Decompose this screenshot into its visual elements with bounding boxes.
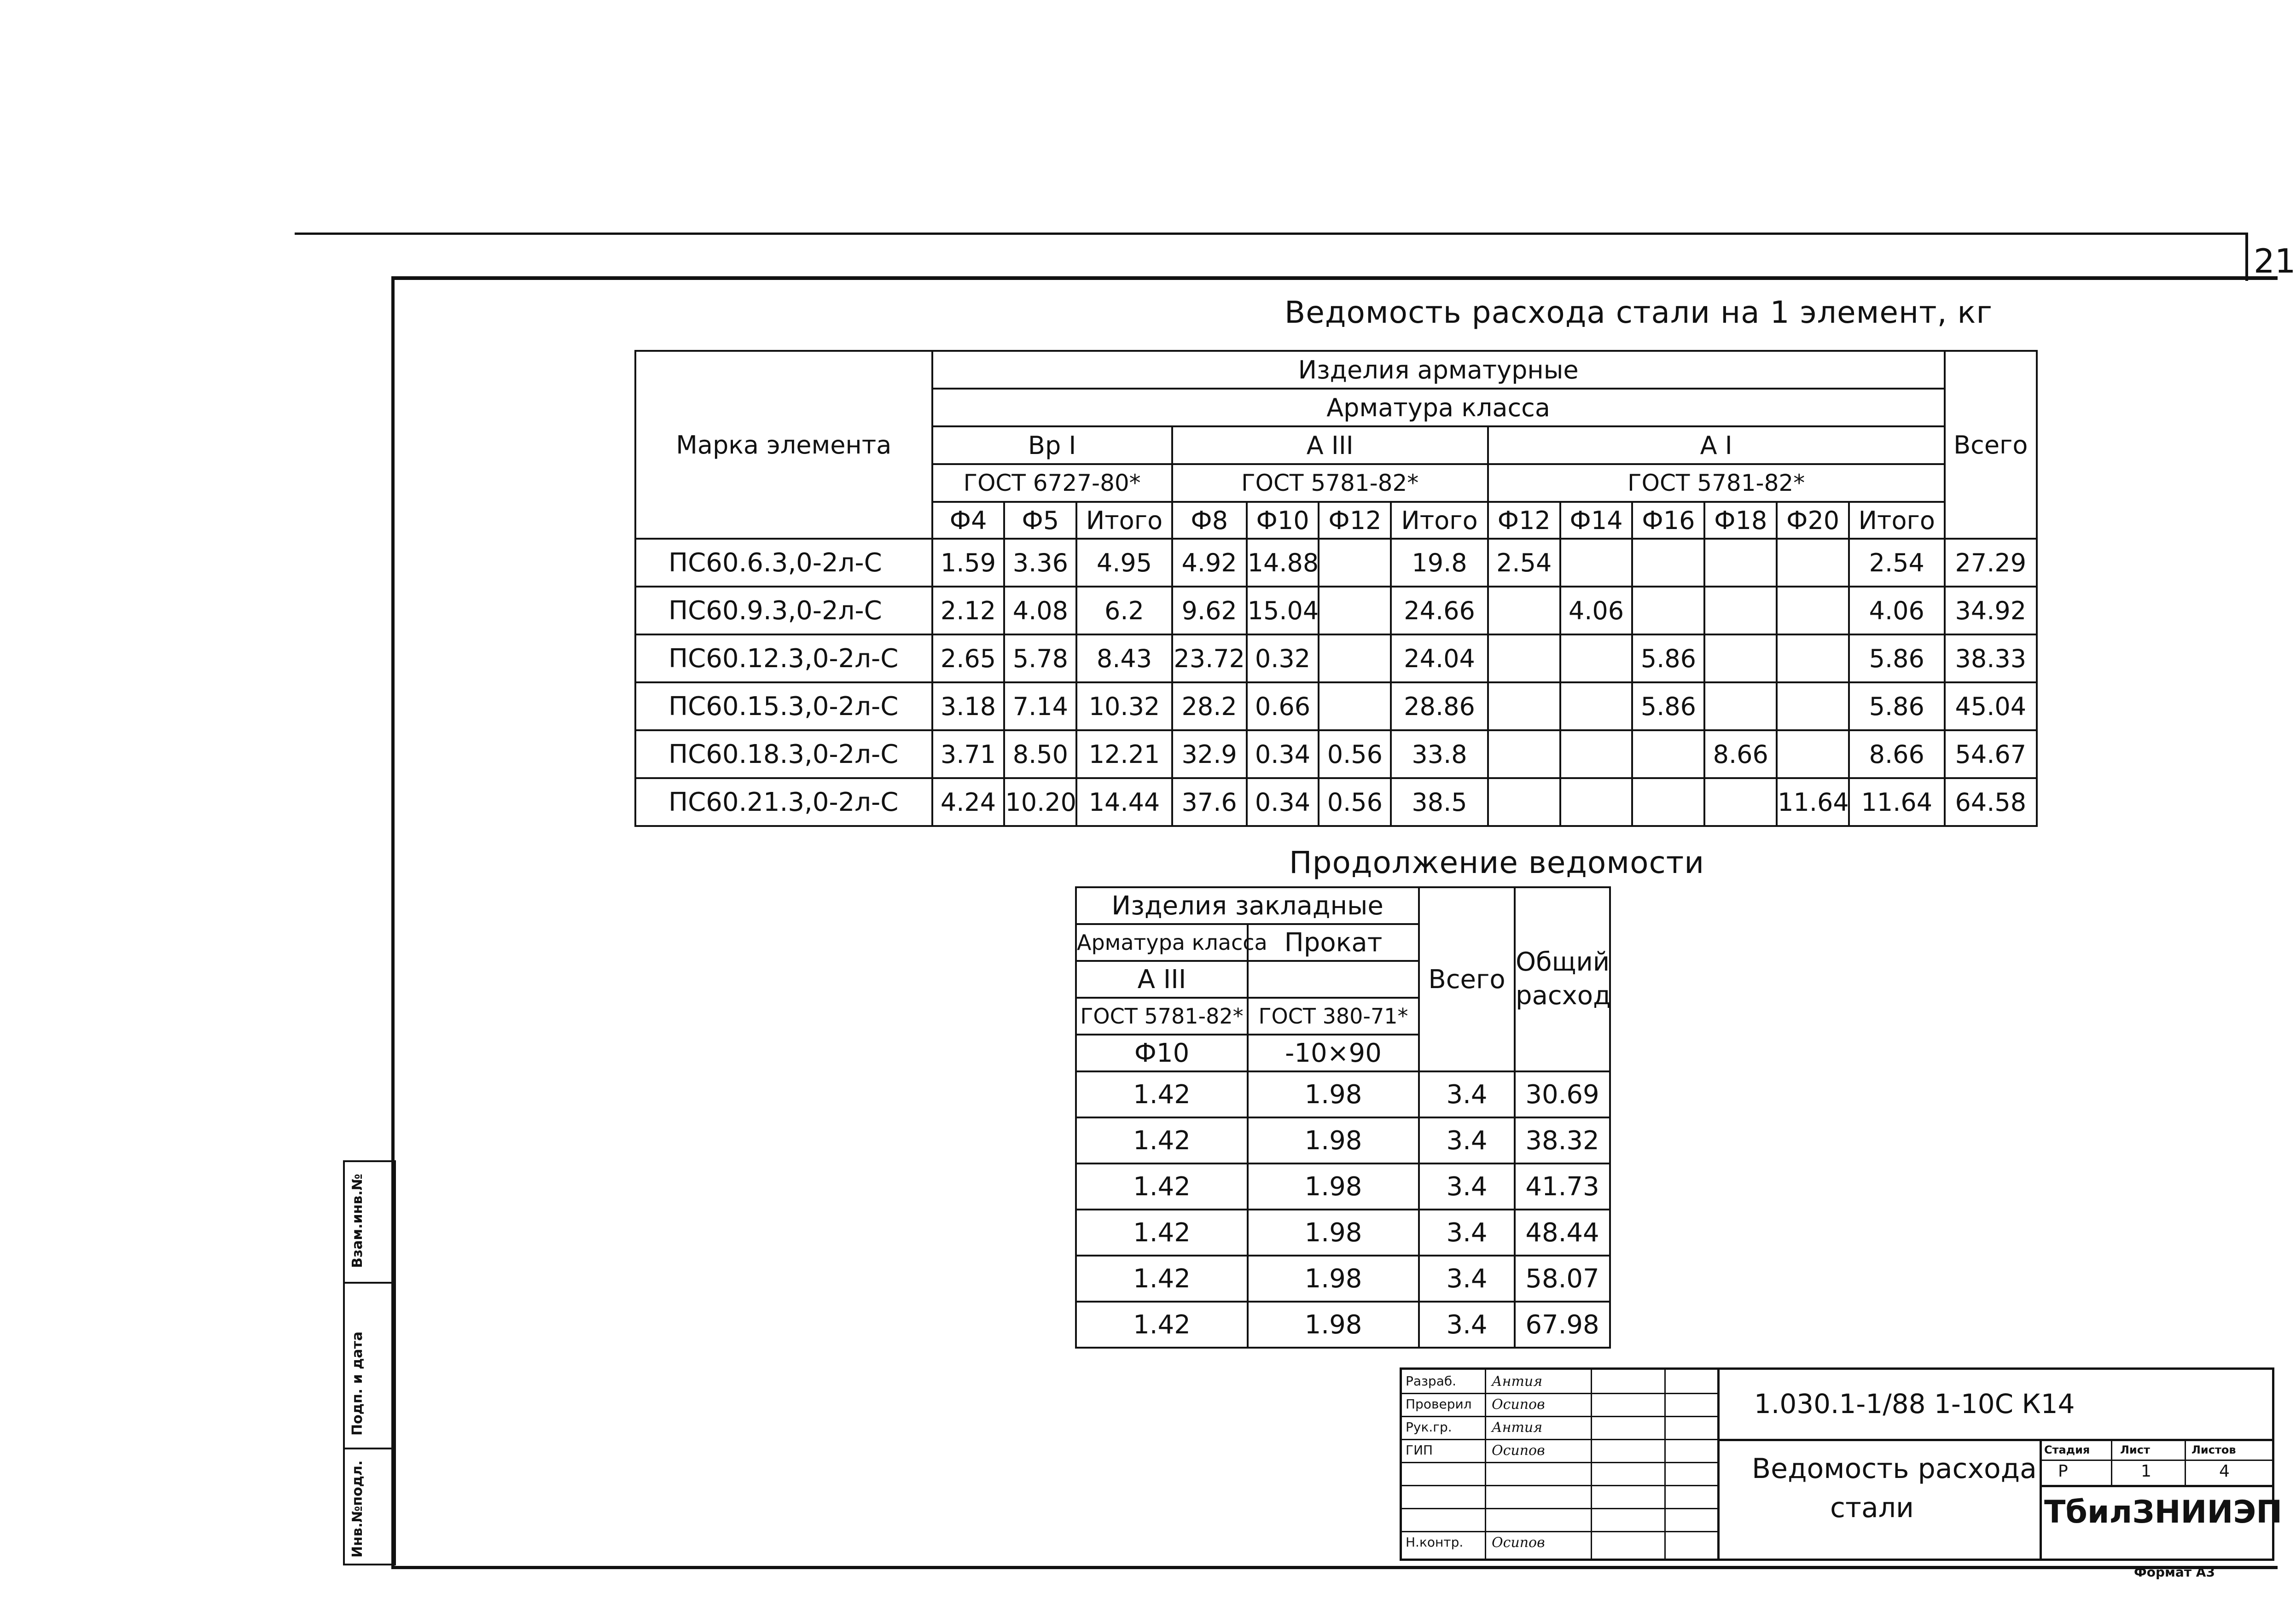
sheets-value: 4	[2219, 1462, 2230, 1481]
embedded-products-header: Изделия закладные	[1076, 887, 1419, 924]
embedded-profile: -10×90	[1248, 1035, 1419, 1071]
role-row-line	[1402, 1393, 1717, 1394]
value-cell	[1488, 587, 1560, 634]
table-row	[1076, 1071, 1610, 1117]
value-cell: 1.98	[1248, 1302, 1419, 1348]
role-col-line	[1591, 1370, 1592, 1559]
value-cell: 1.59	[932, 539, 1005, 587]
value-cell: 3.18	[932, 682, 1005, 730]
value-cell	[1777, 730, 1849, 778]
side-label-inventory: Инв.№подл.	[349, 1460, 366, 1558]
value-cell: 6.2	[1076, 587, 1172, 634]
table-row	[1076, 1210, 1610, 1256]
role-label: Н.контр.	[1406, 1535, 1464, 1550]
role-row-line	[1402, 1462, 1717, 1463]
value-cell: 38.5	[1391, 778, 1488, 826]
value-cell: 5.86	[1849, 682, 1945, 730]
group-gost-a1: ГОСТ 5781-82*	[1488, 464, 1945, 502]
role-name: Осипов	[1492, 1443, 1545, 1459]
sheet-label: Лист	[2120, 1443, 2150, 1456]
role-name: Антия	[1492, 1419, 1543, 1436]
role-label: Разраб.	[1406, 1373, 1457, 1389]
row-total: 38.33	[1945, 634, 2037, 682]
role-col-line	[1485, 1370, 1486, 1559]
value-cell: 28.2	[1172, 682, 1247, 730]
table-row	[1076, 1117, 1610, 1163]
value-cell	[1319, 634, 1391, 682]
value-cell: 1.98	[1248, 1071, 1419, 1117]
value-cell: 28.86	[1391, 682, 1488, 730]
stage-value: Р	[2058, 1462, 2068, 1481]
value-cell: 14.44	[1076, 778, 1172, 826]
class-header: Арматура класса	[932, 389, 1945, 426]
value-cell: 2.65	[932, 634, 1005, 682]
value-cell: 3.4	[1419, 1071, 1515, 1117]
element-mark: ПС60.6.3,0-2л-С	[635, 539, 932, 587]
value-cell: 8.66	[1849, 730, 1945, 778]
group-class-a1: А I	[1488, 426, 1945, 464]
sheet-title-line2: стали	[1830, 1492, 1914, 1524]
side-label-replace: Взам.инв.№	[349, 1174, 366, 1268]
element-mark: ПС60.15.3,0-2л-С	[635, 682, 932, 730]
value-cell	[1488, 634, 1560, 682]
value-cell: 1.42	[1076, 1256, 1248, 1302]
value-cell: 8.50	[1004, 730, 1076, 778]
table-row	[1076, 1163, 1610, 1210]
side-cell-inventory	[345, 1448, 394, 1564]
embedded-total-header: Всего	[1419, 887, 1515, 1071]
value-cell: 24.66	[1391, 587, 1488, 634]
value-cell	[1704, 682, 1777, 730]
value-cell: 1.98	[1248, 1210, 1419, 1256]
table-row	[635, 778, 2037, 826]
role-name: Антия	[1492, 1373, 1543, 1390]
value-cell: 0.66	[1247, 682, 1319, 730]
element-mark: ПС60.12.3,0-2л-С	[635, 634, 932, 682]
steel-consumption-table	[634, 350, 2038, 827]
value-cell: 14.88	[1247, 539, 1319, 587]
format-label: Формат А3	[2134, 1565, 2215, 1580]
value-cell: 11.64	[1777, 778, 1849, 826]
value-cell: 19.8	[1391, 539, 1488, 587]
side-cell-sign	[345, 1282, 394, 1448]
total-header: Всего	[1945, 351, 2037, 539]
rolled-empty-cell	[1248, 961, 1419, 998]
continuation-title: Продолжение ведомости	[1289, 845, 1705, 880]
value-cell	[1704, 778, 1777, 826]
value-cell	[1704, 587, 1777, 634]
sub-header-cell: Итого	[1391, 502, 1488, 539]
role-row-line	[1402, 1439, 1717, 1440]
row-total: 64.58	[1945, 778, 2037, 826]
value-cell	[1777, 539, 1849, 587]
value-cell: 67.98	[1515, 1302, 1610, 1348]
value-cell: 0.56	[1319, 778, 1391, 826]
value-cell: 3.4	[1419, 1117, 1515, 1163]
value-cell	[1319, 587, 1391, 634]
value-cell: 4.95	[1076, 539, 1172, 587]
group-gost-vr1: ГОСТ 6727-80*	[932, 464, 1172, 502]
role-row-line	[1402, 1508, 1717, 1509]
sheets-label: Листов	[2191, 1443, 2236, 1456]
value-cell: 23.72	[1172, 634, 1247, 682]
value-cell: 3.4	[1419, 1163, 1515, 1210]
value-cell: 11.64	[1849, 778, 1945, 826]
value-cell: 4.08	[1004, 587, 1076, 634]
value-cell: 3.4	[1419, 1256, 1515, 1302]
embedded-gost-rolled: ГОСТ 380-71*	[1248, 998, 1419, 1035]
value-cell: 15.04	[1247, 587, 1319, 634]
value-cell	[1704, 539, 1777, 587]
value-cell: 3.4	[1419, 1210, 1515, 1256]
value-cell: 1.98	[1248, 1117, 1419, 1163]
sub-header-cell: Ф8	[1172, 502, 1247, 539]
role-col-line	[1664, 1370, 1666, 1559]
sub-header-cell: Ф12	[1319, 502, 1391, 539]
embedded-gost-rebar: ГОСТ 5781-82*	[1076, 998, 1248, 1035]
sheet-value: 1	[2141, 1462, 2151, 1481]
sub-header-cell: Итого	[1849, 502, 1945, 539]
element-mark: ПС60.21.3,0-2л-С	[635, 778, 932, 826]
value-cell: 10.20	[1004, 778, 1076, 826]
products-header: Изделия арматурные	[932, 351, 1945, 389]
value-cell: 1.42	[1076, 1163, 1248, 1210]
value-cell: 30.69	[1515, 1071, 1610, 1117]
role-row-line	[1402, 1416, 1717, 1417]
value-cell	[1560, 682, 1633, 730]
stage-label: Стадия	[2044, 1443, 2090, 1456]
table-row	[635, 730, 2037, 778]
value-cell	[1632, 587, 1704, 634]
value-cell: 1.42	[1076, 1210, 1248, 1256]
element-mark: ПС60.18.3,0-2л-С	[635, 730, 932, 778]
value-cell: 5.86	[1632, 634, 1704, 682]
role-name: Осипов	[1492, 1535, 1545, 1551]
value-cell: 4.92	[1172, 539, 1247, 587]
embedded-products-table	[1075, 886, 1611, 1349]
group-gost-a3: ГОСТ 5781-82*	[1172, 464, 1488, 502]
value-cell	[1488, 778, 1560, 826]
row-total: 54.67	[1945, 730, 2037, 778]
table-row	[1076, 1256, 1610, 1302]
value-cell	[1704, 634, 1777, 682]
value-cell: 1.42	[1076, 1117, 1248, 1163]
mark-header: Марка элемента	[635, 351, 932, 539]
role-label: Рук.гр.	[1406, 1419, 1452, 1435]
role-label: Проверил	[1406, 1396, 1472, 1412]
title-block	[1400, 1367, 2283, 1561]
sub-header-cell: Ф10	[1247, 502, 1319, 539]
embedded-diameter: Ф10	[1076, 1035, 1248, 1071]
element-mark: ПС60.9.3,0-2л-С	[635, 587, 932, 634]
value-cell: 2.54	[1488, 539, 1560, 587]
rolled-header: Прокат	[1248, 924, 1419, 961]
table-row	[635, 634, 2037, 682]
table-row	[635, 587, 2037, 634]
value-cell: 38.32	[1515, 1117, 1610, 1163]
value-cell: 37.6	[1172, 778, 1247, 826]
embedded-class-value: А III	[1076, 961, 1248, 998]
value-cell	[1777, 682, 1849, 730]
value-cell	[1632, 778, 1704, 826]
value-cell: 48.44	[1515, 1210, 1610, 1256]
value-cell	[1632, 730, 1704, 778]
value-cell: 8.43	[1076, 634, 1172, 682]
value-cell: 8.66	[1704, 730, 1777, 778]
value-cell: 0.34	[1247, 730, 1319, 778]
role-row-line	[1402, 1485, 1717, 1486]
value-cell: 5.86	[1632, 682, 1704, 730]
table-row	[1076, 1302, 1610, 1348]
overall-consumption-header: Общий расход	[1515, 887, 1610, 1071]
value-cell: 33.8	[1391, 730, 1488, 778]
sub-header-cell: Ф5	[1004, 502, 1076, 539]
value-cell	[1488, 730, 1560, 778]
organization: ТбилЗНИИЭП	[2044, 1494, 2283, 1530]
value-cell	[1777, 587, 1849, 634]
role-row-line	[1402, 1531, 1717, 1532]
value-cell	[1632, 539, 1704, 587]
value-cell: 10.32	[1076, 682, 1172, 730]
group-class-a3: А III	[1172, 426, 1488, 464]
value-cell: 3.36	[1004, 539, 1076, 587]
side-stamp	[343, 1160, 396, 1565]
sub-header-cell: Ф14	[1560, 502, 1633, 539]
value-cell: 1.42	[1076, 1302, 1248, 1348]
role-label: ГИП	[1406, 1443, 1433, 1458]
value-cell: 58.07	[1515, 1256, 1610, 1302]
value-cell: 24.04	[1391, 634, 1488, 682]
value-cell: 3.71	[932, 730, 1005, 778]
value-cell: 41.73	[1515, 1163, 1610, 1210]
doc-code: 1.030.1-1/88 1-10С К14	[1754, 1388, 2075, 1419]
value-cell	[1319, 539, 1391, 587]
row-total: 34.92	[1945, 587, 2037, 634]
value-cell	[1488, 682, 1560, 730]
roles-grid	[1402, 1370, 1717, 1559]
value-cell: 9.62	[1172, 587, 1247, 634]
value-cell: 1.98	[1248, 1256, 1419, 1302]
value-cell: 1.42	[1076, 1071, 1248, 1117]
value-cell	[1777, 634, 1849, 682]
value-cell: 2.54	[1849, 539, 1945, 587]
value-cell: 5.86	[1849, 634, 1945, 682]
table-row	[635, 539, 2037, 587]
sub-header-cell: Ф12	[1488, 502, 1560, 539]
value-cell: 2.12	[932, 587, 1005, 634]
value-cell: 0.34	[1247, 778, 1319, 826]
row-total: 45.04	[1945, 682, 2037, 730]
table-row	[635, 682, 2037, 730]
group-class-vr1: Вр I	[932, 426, 1172, 464]
value-cell: 32.9	[1172, 730, 1247, 778]
role-name: Осипов	[1492, 1396, 1545, 1413]
embedded-class-header: Арматура класса	[1076, 924, 1248, 961]
main-title: Ведомость расхода стали на 1 элемент, кг	[1285, 295, 1993, 330]
sub-header-cell: Ф18	[1704, 502, 1777, 539]
value-cell: 5.78	[1004, 634, 1076, 682]
page-number: 21	[2254, 242, 2296, 280]
value-cell	[1560, 539, 1633, 587]
value-cell	[1560, 730, 1633, 778]
value-cell	[1319, 682, 1391, 730]
value-cell: 1.98	[1248, 1163, 1419, 1210]
value-cell	[1560, 778, 1633, 826]
value-cell: 12.21	[1076, 730, 1172, 778]
sub-header-cell: Ф20	[1777, 502, 1849, 539]
side-cell-replace	[345, 1162, 394, 1282]
value-cell: 0.32	[1247, 634, 1319, 682]
sheet-outer-frame	[295, 233, 2248, 281]
sub-header-cell: Итого	[1076, 502, 1172, 539]
value-cell	[1560, 634, 1633, 682]
value-cell: 0.56	[1319, 730, 1391, 778]
sheet-title-line1: Ведомость расхода	[1752, 1453, 2037, 1485]
value-cell: 4.24	[932, 778, 1005, 826]
sub-header-cell: Ф16	[1632, 502, 1704, 539]
value-cell: 4.06	[1849, 587, 1945, 634]
value-cell: 4.06	[1560, 587, 1633, 634]
value-cell: 3.4	[1419, 1302, 1515, 1348]
sub-header-cell: Ф4	[932, 502, 1005, 539]
side-label-sign: Подп. и дата	[349, 1331, 366, 1436]
row-total: 27.29	[1945, 539, 2037, 587]
value-cell: 7.14	[1004, 682, 1076, 730]
